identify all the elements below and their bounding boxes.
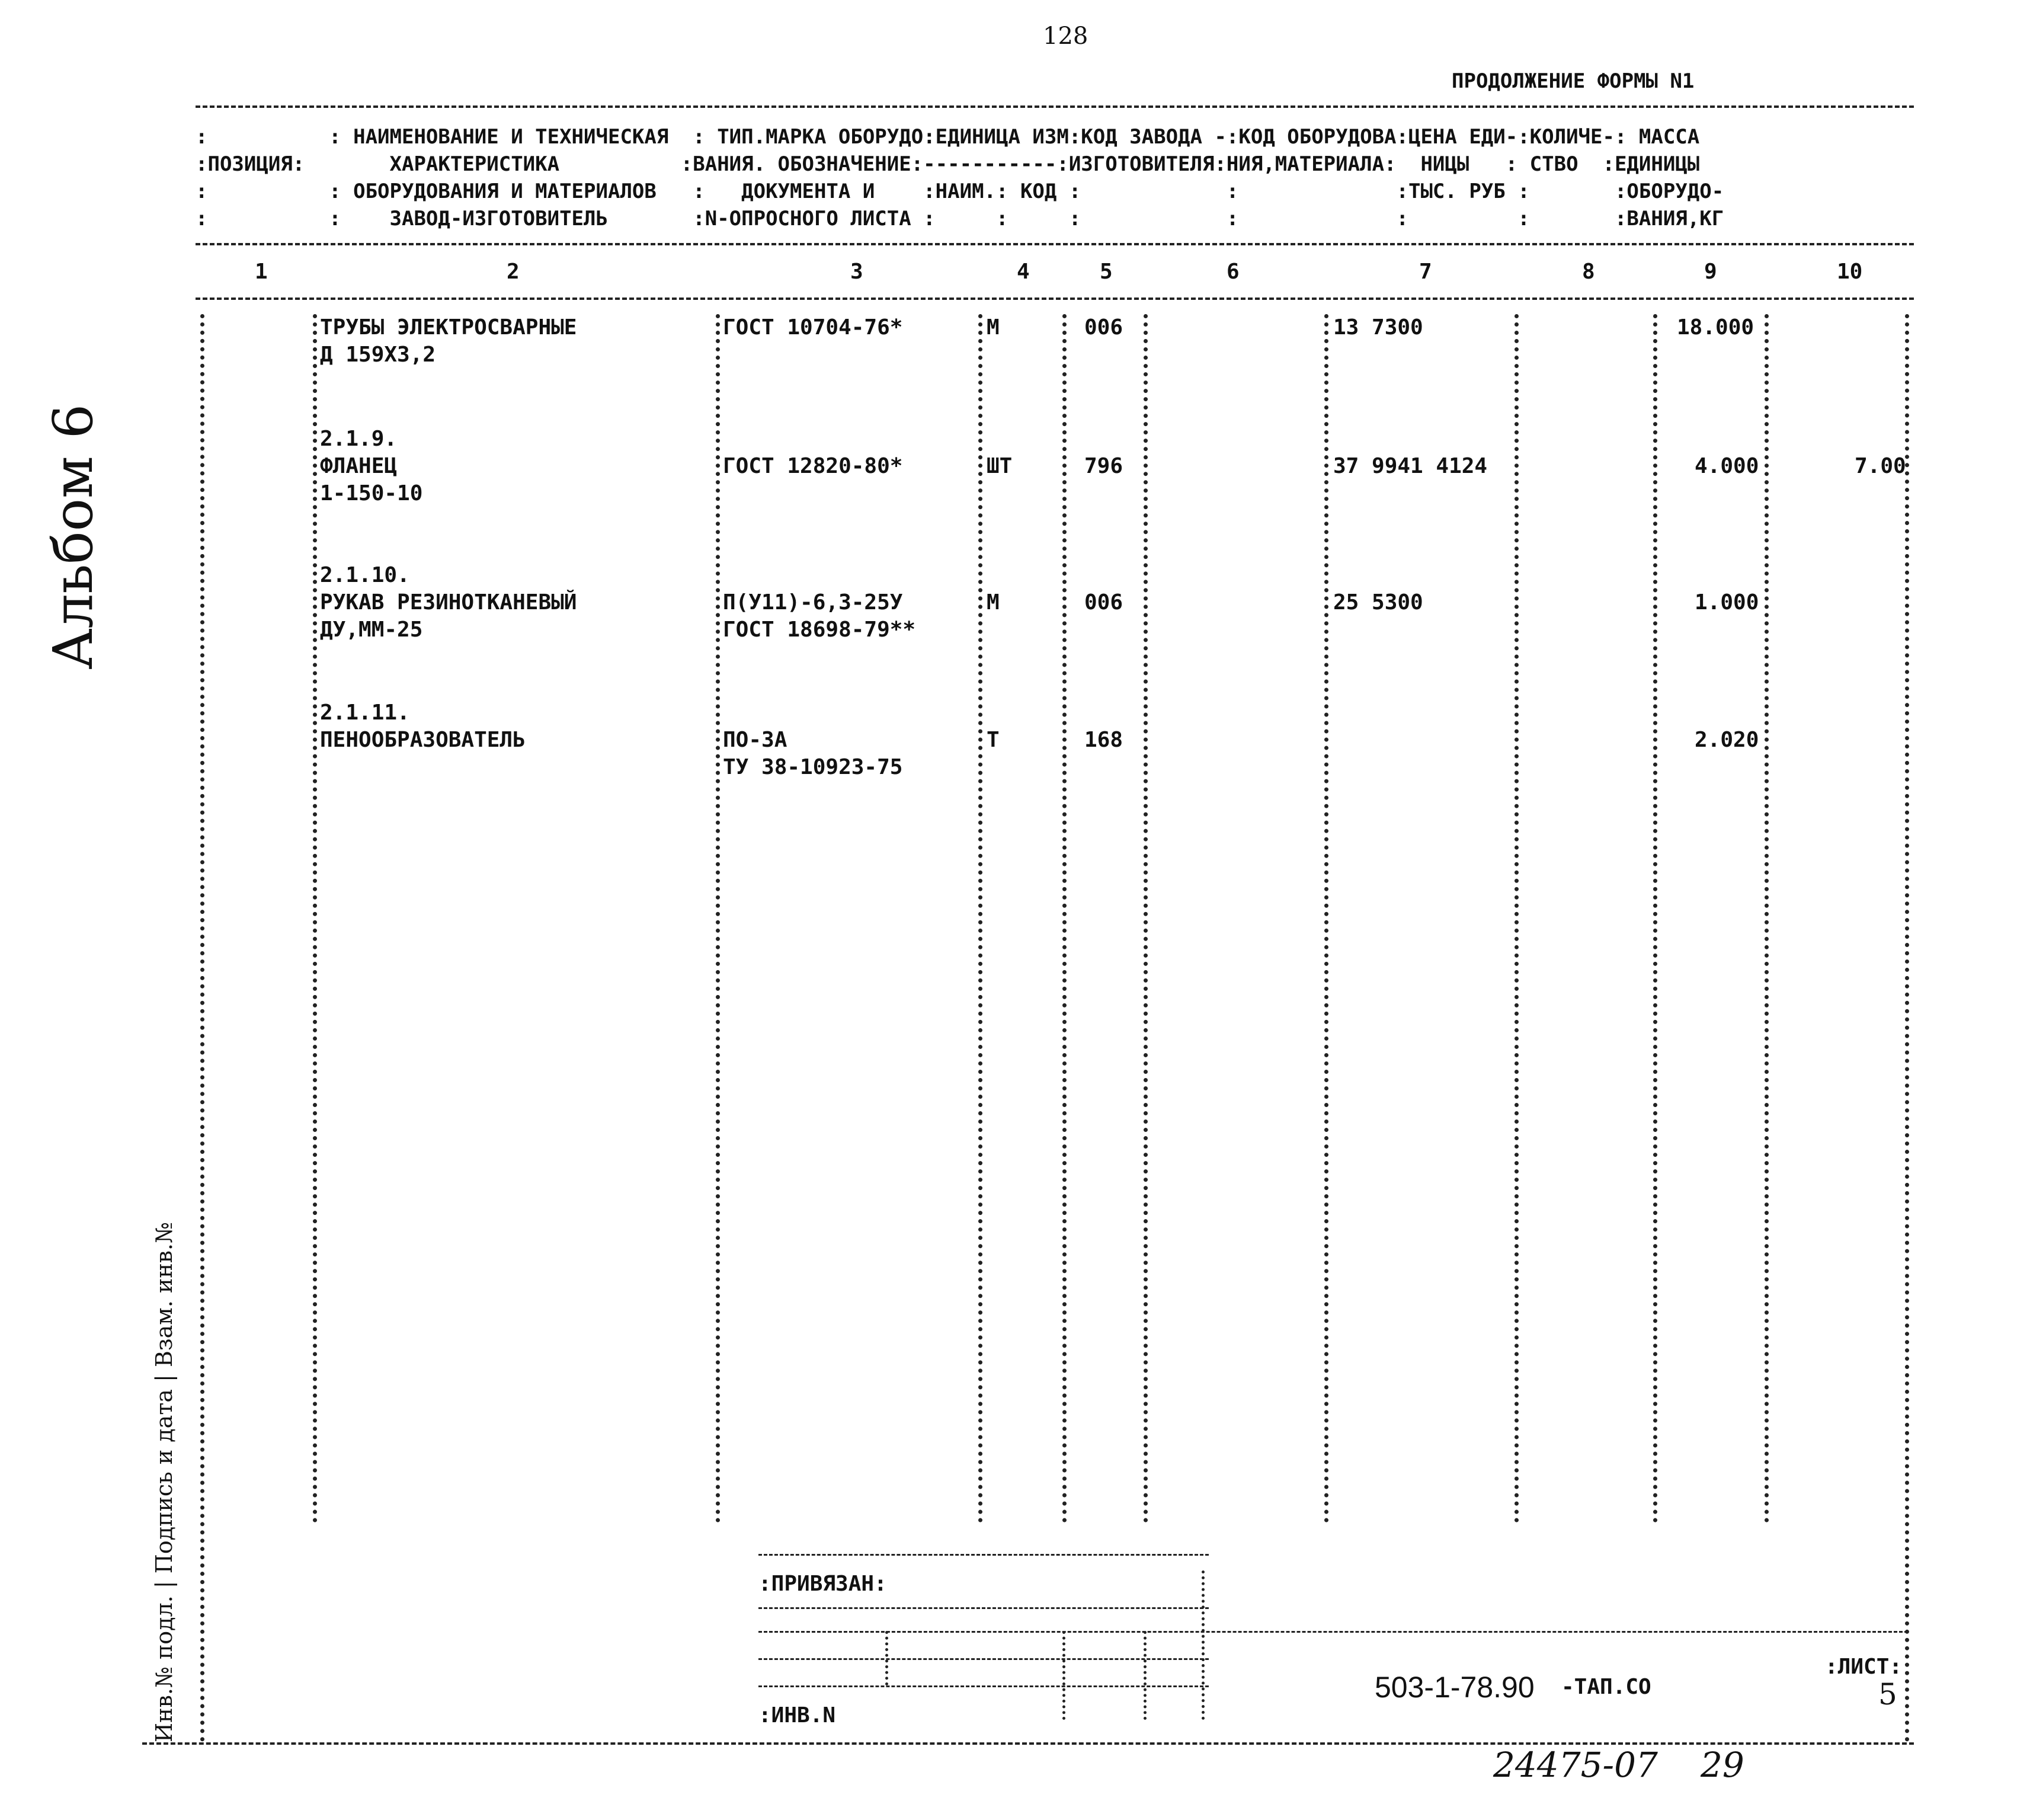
column-separator: [978, 314, 982, 1523]
column-number: 5: [1100, 260, 1113, 284]
cell-quantity: 2.020: [1695, 728, 1759, 752]
cell-doc: ГОСТ 12820-80*: [723, 454, 903, 478]
cell-unit-code: 796: [1084, 454, 1123, 478]
cell-unit: ШТ: [987, 454, 1013, 478]
cell-name: 2.1.11.: [320, 701, 410, 725]
column-separator: [313, 314, 317, 1523]
footer-number: 24475-07: [1493, 1745, 1658, 1785]
stamp-separator: [885, 1631, 888, 1685]
cell-equipment-code: 37 9941 4124: [1333, 454, 1488, 478]
column-number: 4: [1017, 260, 1030, 284]
form-title: ПРОДОЛЖЕНИЕ ФОРМЫ N1: [1452, 69, 1695, 93]
stamp-separator: [1144, 1631, 1147, 1720]
column-number: 2: [507, 260, 520, 284]
cell-quantity: 1.000: [1695, 590, 1759, 615]
column-number: 3: [850, 260, 863, 284]
header-rule: [196, 243, 1914, 245]
stamp-privyazan: :ПРИВЯЗАН:: [758, 1572, 887, 1596]
stamp-rule: [758, 1658, 1209, 1660]
margin-album-label: Альбом 6: [41, 404, 105, 670]
cell-unit-code: 168: [1084, 728, 1123, 752]
column-separator: [716, 314, 720, 1523]
cell-name: 1-150-10: [320, 481, 423, 506]
cell-unit-code: 006: [1084, 590, 1123, 615]
column-separator: [1905, 314, 1909, 1742]
cell-unit: М: [987, 315, 1000, 340]
cell-name: ДУ,ММ-25: [320, 618, 423, 642]
stamp-rule: [758, 1685, 1209, 1687]
cell-equipment-code: 25 5300: [1333, 590, 1423, 615]
header-row: : : ЗАВОД-ИЗГОТОВИТЕЛЬ :N-ОПРОСНОГО ЛИСТА : : : : : : :ВАНИЯ,КГ: [196, 207, 1724, 231]
cell-quantity: 4.000: [1695, 454, 1759, 478]
cell-unit: Т: [987, 728, 1000, 752]
cell-name: 2.1.9.: [320, 427, 398, 451]
header-row: :ПОЗИЦИЯ: ХАРАКТЕРИСТИКА :ВАНИЯ. ОБОЗНАЧЕНИЕ:-----------:ИЗГОТОВИТЕЛЯ:НИЯ,МАТЕРИАЛА: НИЦЫ : СТВО :ЕДИНИЦЫ: [196, 152, 1700, 176]
cell-mass: 7.00: [1855, 454, 1906, 478]
cell-name: РУКАВ РЕЗИНОТКАНЕВЫЙ: [320, 590, 577, 615]
column-number: 9: [1704, 260, 1717, 284]
column-number-rule: [196, 298, 1914, 300]
sheet-label: :ЛИСТ:: [1825, 1655, 1903, 1679]
column-number: 6: [1227, 260, 1240, 284]
column-separator: [1765, 314, 1769, 1523]
column-separator: [1062, 314, 1067, 1523]
column-number: 1: [255, 260, 268, 284]
header-row: : : ОБОРУДОВАНИЯ И МАТЕРИАЛОВ : ДОКУМЕНТА И :НАИМ.: КОД : : :ТЫС. РУБ : :ОБОРУДО-: [196, 180, 1724, 203]
stamp-rule: [758, 1554, 1209, 1556]
cell-equipment-code: 13 7300: [1333, 315, 1423, 340]
column-separator: [1324, 314, 1328, 1523]
cell-unit-code: 006: [1084, 315, 1123, 340]
stamp-separator: [1202, 1570, 1205, 1720]
header-row: : : НАИМЕНОВАНИЕ И ТЕХНИЧЕСКАЯ : ТИП.МАРКА ОБОРУДО:ЕДИНИЦА ИЗМ:КОД ЗАВОДА -:КОД ОБОРУДОВА:ЦЕНА ЕДИ-:КОЛИЧЕ-: МАССА: [196, 125, 1700, 149]
cell-name: ТРУБЫ ЭЛЕКТРОСВАРНЫЕ: [320, 315, 577, 340]
column-number: 10: [1837, 260, 1863, 284]
footer-page: 29: [1701, 1745, 1744, 1785]
cell-doc: ПО-3А: [723, 728, 787, 752]
cell-quantity: 18.000: [1677, 315, 1754, 340]
stamp-rule: [758, 1631, 1908, 1633]
cell-doc: ГОСТ 10704-76*: [723, 315, 903, 340]
margin-approval-stamp: Инв.№ подл. | Подпись и дата | Взам. инв.№: [151, 1221, 177, 1742]
cell-doc: ГОСТ 18698-79**: [723, 618, 916, 642]
stamp-separator: [1062, 1631, 1065, 1720]
cell-name: 2.1.10.: [320, 563, 410, 587]
cell-name: Д 159Х3,2: [320, 343, 436, 367]
column-separator: [200, 314, 204, 1742]
column-separator: [1144, 314, 1148, 1523]
cell-unit: М: [987, 590, 1000, 615]
cell-name: ФЛАНЕЦ: [320, 454, 398, 478]
column-separator: [1515, 314, 1519, 1523]
column-number: 7: [1419, 260, 1432, 284]
cell-doc: П(У11)-6,3-25У: [723, 590, 903, 615]
document-code: 503-1-78.90: [1375, 1671, 1535, 1704]
column-separator: [1653, 314, 1657, 1523]
stamp-inv: :ИНВ.N: [758, 1703, 836, 1728]
top-rule: [196, 105, 1914, 108]
document-code-suffix: -ТАП.СО: [1561, 1675, 1651, 1699]
page-number: 128: [1043, 23, 1088, 50]
sheet-number: 5: [1878, 1677, 1897, 1712]
cell-doc: ТУ 38-10923-75: [723, 755, 903, 779]
cell-name: ПЕНООБРАЗОВАТЕЛЬ: [320, 728, 526, 752]
column-number: 8: [1582, 260, 1595, 284]
stamp-rule: [758, 1607, 1209, 1609]
